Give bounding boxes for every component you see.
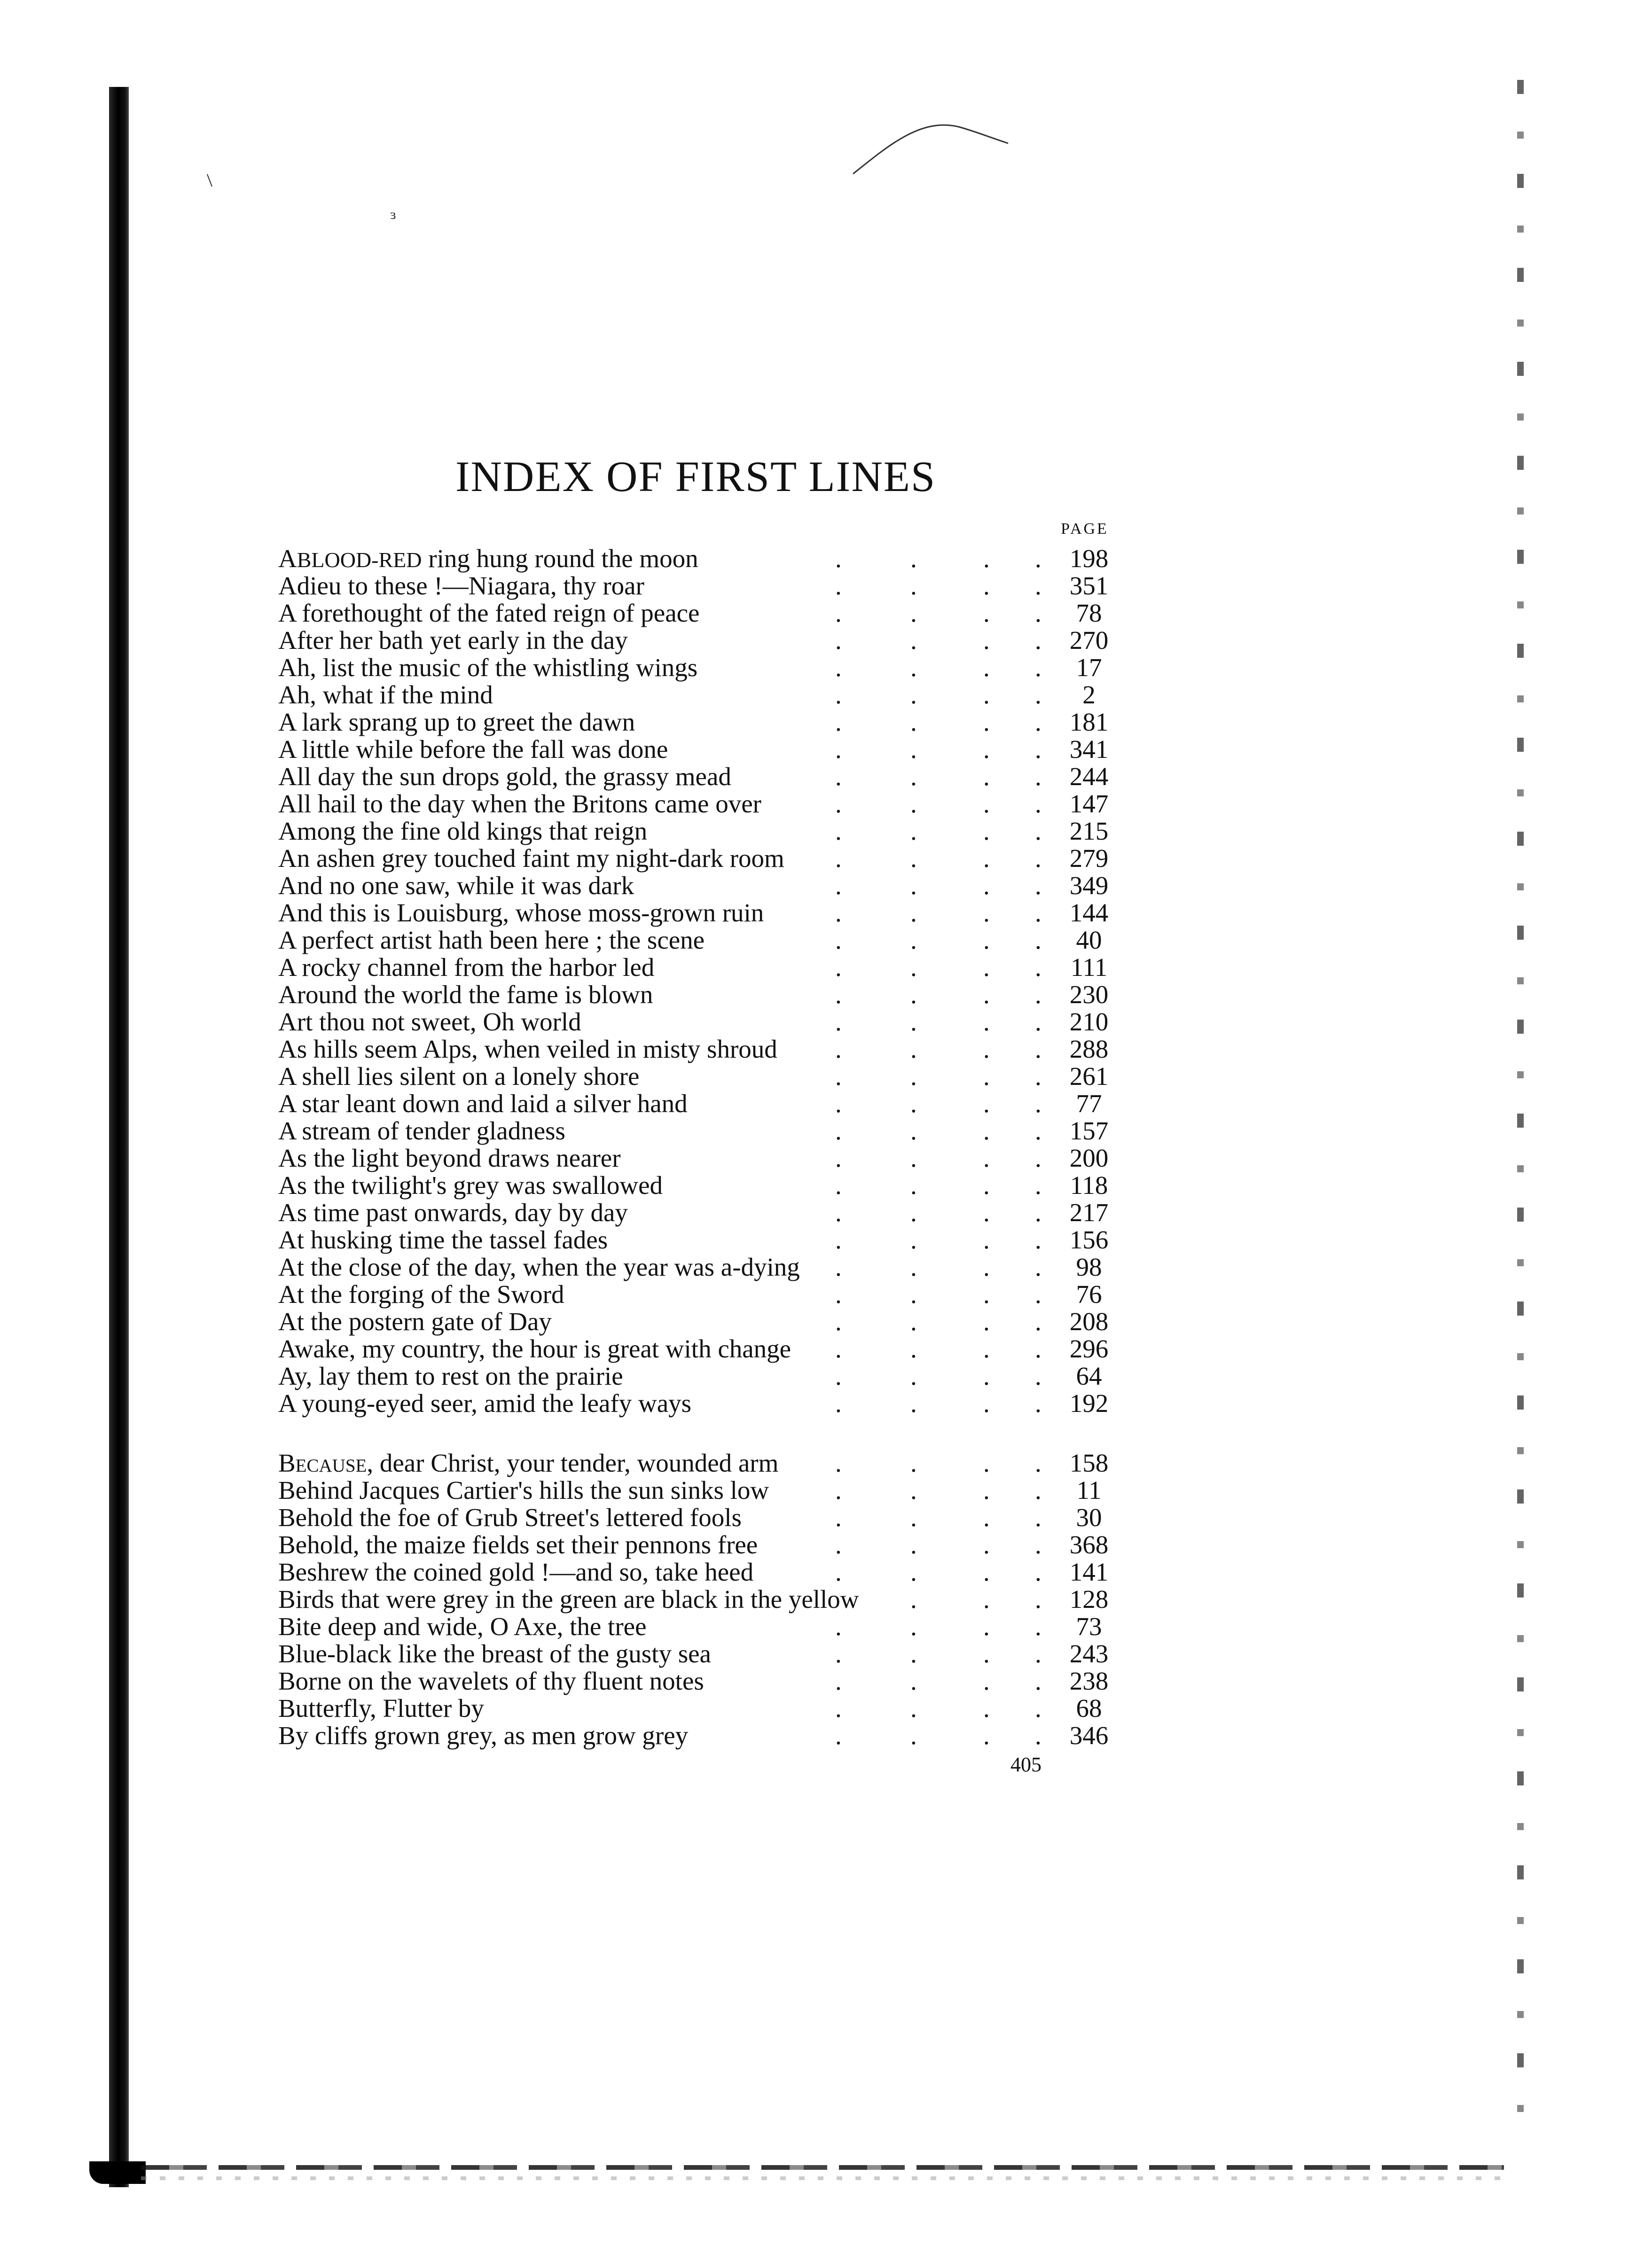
index-entry: Beshrew the coined gold !—and so, take heed . . . . 141 — [278, 1559, 1129, 1586]
entry-first-line: A little while before the fall was done — [278, 735, 668, 764]
entry-page-number: 244 — [1069, 762, 1109, 791]
entry-page-number: 158 — [1069, 1449, 1109, 1477]
index-entry: As hills seem Alps, when veiled in misty shroud . . . . 288 — [278, 1036, 1129, 1063]
index-entry: Borne on the wavelets of thy fluent notes . . . . 238 — [278, 1668, 1129, 1695]
index-entry: Butterfly, Flutter by . . . . 68 — [278, 1695, 1129, 1722]
index-entry: Awake, my country, the hour is great with change . . . . 296 — [278, 1335, 1129, 1363]
entry-first-line: At the forging of the Sword — [278, 1280, 564, 1309]
index-entry: A little while before the fall was done . . . . 341 — [278, 736, 1129, 763]
entry-first-line: A lark sprang up to greet the dawn — [278, 708, 635, 736]
index-entry: All hail to the day when the Britons came over . . . . 147 — [278, 790, 1129, 818]
entry-first-line: Behind Jacques Cartier's hills the sun sinks low — [278, 1476, 769, 1504]
entry-page-number: 2 — [1082, 680, 1096, 709]
entry-page-number: 230 — [1069, 980, 1109, 1009]
index-entry: A rocky channel from the harbor led . . . . 111 — [278, 954, 1129, 981]
entry-first-line: Bite deep and wide, O Axe, the tree — [278, 1612, 647, 1641]
index-entry: At the close of the day, when the year was a-dying . . . . 98 — [278, 1254, 1129, 1281]
entry-first-line: As hills seem Alps, when veiled in misty shroud — [278, 1035, 777, 1063]
entry-first-line: As the twilight's grey was swallowed — [278, 1171, 663, 1200]
index-entry: A stream of tender gladness . . . . 157 — [278, 1117, 1129, 1145]
entry-first-line: A rocky channel from the harbor led — [278, 953, 655, 982]
entry-page-number: 288 — [1069, 1035, 1109, 1063]
index-entry: By cliffs grown grey, as men grow grey . . . . 346 — [278, 1722, 1129, 1749]
entry-page-number: 200 — [1069, 1144, 1109, 1172]
entry-first-line: A forethought of the fated reign of peace — [278, 599, 700, 627]
index-entry: Ah, what if the mind . . . . 2 — [278, 681, 1129, 709]
index-entry: ABLOOD-RED ring hung round the moon . . . . 198 — [278, 545, 1129, 572]
entry-page-number: 78 — [1076, 599, 1102, 627]
stray-mark: / — [200, 170, 219, 190]
entry-page-number: 349 — [1069, 871, 1109, 900]
index-entry: Among the fine old kings that reign . . . . 215 — [278, 818, 1129, 845]
entry-page-number: 208 — [1069, 1307, 1109, 1336]
entry-page-number: 210 — [1069, 1007, 1109, 1036]
entry-first-line: All hail to the day when the Britons came over — [278, 789, 761, 818]
entry-first-line: As the light beyond draws nearer — [278, 1144, 621, 1172]
index-group-b — [278, 1450, 1129, 1749]
entry-first-line: Blue-black like the breast of the gusty sea — [278, 1639, 711, 1668]
index-entry: Because, dear Christ, your tender, wounded arm . . . . 158 — [278, 1450, 1129, 1477]
entry-first-line: Ah, list the music of the whistling wings — [278, 653, 698, 682]
index-entry: Blue-black like the breast of the gusty sea . . . . 243 — [278, 1640, 1129, 1668]
index-entry: At the postern gate of Day . . . . 208 — [278, 1308, 1129, 1335]
entry-page-number: 64 — [1076, 1362, 1102, 1390]
index-entry: All day the sun drops gold, the grassy mead . . . . 244 — [278, 763, 1129, 790]
entry-page-number: 128 — [1069, 1585, 1109, 1613]
index-entry: At husking time the tassel fades . . . . 156 — [278, 1226, 1129, 1254]
index-entry: And this is Louisburg, whose moss-grown ruin . . . . 144 — [278, 899, 1129, 927]
entry-first-line: Adieu to these !—Niagara, thy roar — [278, 571, 644, 600]
entry-first-line: After her bath yet early in the day — [278, 626, 628, 655]
entry-first-line: A perfect artist hath been here ; the scene — [278, 926, 705, 954]
index-entry: A forethought of the fated reign of peace . . . . 78 — [278, 600, 1129, 627]
index-entry: Ah, list the music of the whistling wings . . . . 17 — [278, 654, 1129, 681]
page-bottom-fuzz — [141, 2176, 1504, 2180]
entry-page-number: 30 — [1076, 1503, 1102, 1532]
entry-first-line: Borne on the wavelets of thy fluent notes — [278, 1667, 704, 1695]
index-entry: As the twilight's grey was swallowed . . . . 118 — [278, 1172, 1129, 1199]
entry-page-number: 351 — [1069, 571, 1109, 600]
index-entry: Behold, the maize fields set their pennons free . . . . 368 — [278, 1531, 1129, 1559]
entry-page-number: 368 — [1069, 1530, 1109, 1559]
index-entry: As the light beyond draws nearer . . . . 200 — [278, 1145, 1129, 1172]
index-entry: Bite deep and wide, O Axe, the tree . . . . 73 — [278, 1613, 1129, 1640]
entry-page-number: 68 — [1076, 1694, 1102, 1722]
entry-first-line: Ay, lay them to rest on the prairie — [278, 1362, 623, 1390]
entry-page-number: 118 — [1070, 1171, 1108, 1200]
entry-first-line: And no one saw, while it was dark — [278, 871, 634, 900]
entry-page-number: 73 — [1076, 1612, 1102, 1641]
index-entry: An ashen grey touched faint my night-dark room . . . . 279 — [278, 845, 1129, 872]
entry-first-line: A star leant down and laid a silver hand — [278, 1089, 688, 1118]
entry-first-line: Among the fine old kings that reign — [278, 817, 648, 845]
entry-page-number: 111 — [1070, 953, 1108, 982]
entry-first-line: An ashen grey touched faint my night-dark room — [278, 844, 784, 873]
entry-first-line: Because, dear Christ, your tender, wounded arm — [278, 1449, 779, 1477]
index-entry: After her bath yet early in the day . . . . 270 — [278, 627, 1129, 654]
entry-page-number: 144 — [1069, 898, 1109, 927]
entry-first-line: At husking time the tassel fades — [278, 1225, 608, 1254]
entry-page-number: 157 — [1069, 1116, 1109, 1145]
entry-first-line: ABLOOD-RED ring hung round the moon — [278, 544, 698, 573]
page-column-header: PAGE — [1061, 520, 1109, 538]
index-entry: As time past onwards, day by day . . . . 217 — [278, 1199, 1129, 1226]
index-entry: A young-eyed seer, amid the leafy ways . . . . 192 — [278, 1390, 1129, 1417]
entry-first-line: A shell lies silent on a lonely shore — [278, 1062, 640, 1091]
entry-page-number: 198 — [1069, 544, 1109, 573]
index-entry: Art thou not sweet, Oh world . . . . 210 — [278, 1008, 1129, 1036]
entry-page-number: 17 — [1076, 653, 1102, 682]
entry-first-line: Behold the foe of Grub Street's lettered fools — [278, 1503, 742, 1532]
entry-page-number: 243 — [1069, 1639, 1109, 1668]
index-entry: A perfect artist hath been here ; the scene . . . . 40 — [278, 927, 1129, 954]
entry-page-number: 40 — [1076, 926, 1102, 954]
index-entry: A shell lies silent on a lonely shore . . . . 261 — [278, 1063, 1129, 1090]
entry-first-line: Around the world the fame is blown — [278, 980, 653, 1009]
entry-page-number: 215 — [1069, 817, 1109, 845]
index-entry: At the forging of the Sword . . . . 76 — [278, 1281, 1129, 1308]
index-entry: And no one saw, while it was dark . . . . 349 — [278, 872, 1129, 899]
entry-page-number: 192 — [1069, 1389, 1109, 1418]
entry-page-number: 141 — [1069, 1558, 1109, 1586]
page-right-edge — [1517, 80, 1524, 2147]
page-bottom-edge — [141, 2165, 1504, 2170]
index-entry: Adieu to these !—Niagara, thy roar . . . . 351 — [278, 572, 1129, 600]
entry-first-line: Awake, my country, the hour is great with change — [278, 1334, 791, 1363]
entry-first-line: A stream of tender gladness — [278, 1116, 565, 1145]
index-entry: A star leant down and laid a silver hand . . . . 77 — [278, 1090, 1129, 1117]
entry-first-line: By cliffs grown grey, as men grow grey — [278, 1721, 689, 1750]
book-spine-foot — [89, 2161, 146, 2184]
entry-page-number: 77 — [1076, 1089, 1102, 1118]
entry-page-number: 181 — [1069, 708, 1109, 736]
entry-page-number: 147 — [1069, 789, 1109, 818]
entry-first-line: All day the sun drops gold, the grassy mead — [278, 762, 731, 791]
entry-first-line: Art thou not sweet, Oh world — [278, 1007, 581, 1036]
entry-page-number: 11 — [1076, 1476, 1102, 1504]
index-entry: A lark sprang up to greet the dawn . . . . 181 — [278, 709, 1129, 736]
entry-first-line: Ah, what if the mind — [278, 680, 493, 709]
pencil-mark — [851, 108, 1010, 179]
page-title: INDEX OF FIRST LINES — [455, 452, 936, 500]
entry-page-number: 296 — [1069, 1334, 1109, 1363]
entry-first-line: Beshrew the coined gold !—and so, take heed — [278, 1558, 754, 1586]
entry-page-number: 341 — [1069, 735, 1109, 764]
entry-first-line: As time past onwards, day by day — [278, 1198, 628, 1227]
page-number: 405 — [1010, 1753, 1042, 1776]
index-entry: Birds that were grey in the green are black in the yellow . . . 128 — [278, 1586, 1129, 1613]
entry-page-number: 98 — [1076, 1253, 1102, 1281]
index-entry: Around the world the fame is blown . . . . 230 — [278, 981, 1129, 1008]
index-entry: Ay, lay them to rest on the prairie . . . . 64 — [278, 1363, 1129, 1390]
entry-page-number: 76 — [1076, 1280, 1102, 1309]
entry-page-number: 261 — [1069, 1062, 1109, 1091]
entry-page-number: 279 — [1069, 844, 1109, 873]
entry-first-line: Butterfly, Flutter by — [278, 1694, 484, 1722]
entry-page-number: 238 — [1069, 1667, 1109, 1695]
entry-page-number: 346 — [1069, 1721, 1109, 1750]
entry-first-line: Birds that were grey in the green are black in the yellow — [278, 1585, 859, 1613]
index-group-a — [278, 545, 1129, 1417]
entry-first-line: At the postern gate of Day — [278, 1307, 552, 1336]
entry-first-line: A young-eyed seer, amid the leafy ways — [278, 1389, 692, 1418]
stray-mark: ɜ — [390, 207, 396, 222]
index-entry: Behind Jacques Cartier's hills the sun sinks low . . . . 11 — [278, 1477, 1129, 1504]
index-entry: Behold the foe of Grub Street's lettered fools . . . . 30 — [278, 1504, 1129, 1531]
book-spine-shadow — [109, 87, 129, 2187]
entry-first-line: Behold, the maize fields set their pennons free — [278, 1530, 758, 1559]
entry-page-number: 217 — [1069, 1198, 1109, 1227]
entry-page-number: 156 — [1069, 1225, 1109, 1254]
entry-page-number: 270 — [1069, 626, 1109, 655]
entry-first-line: At the close of the day, when the year was a-dying — [278, 1253, 800, 1281]
entry-first-line: And this is Louisburg, whose moss-grown ruin — [278, 898, 764, 927]
